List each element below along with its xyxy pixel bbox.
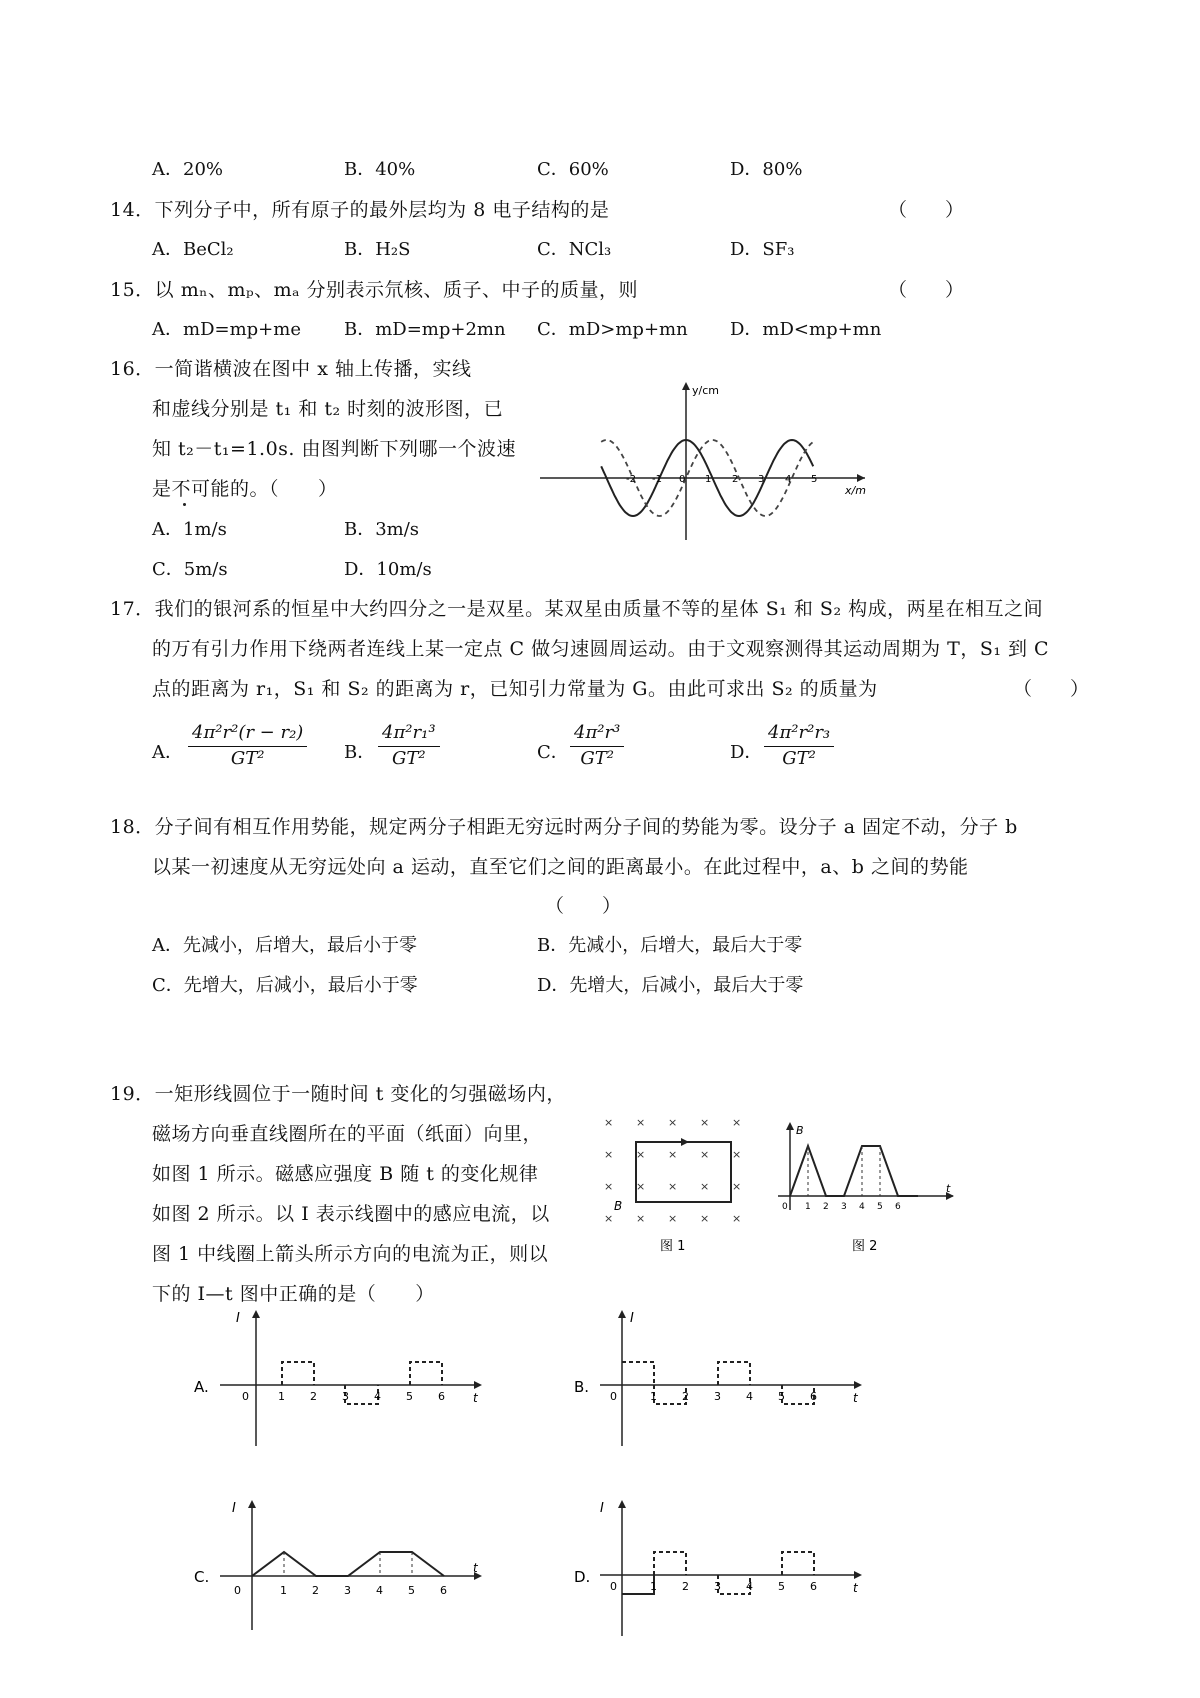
cross-mark: × bbox=[636, 1116, 646, 1129]
tick-label: 6 bbox=[810, 1390, 817, 1403]
i-axis-arrow bbox=[618, 1310, 626, 1318]
wave-tick: 1 bbox=[705, 474, 712, 485]
q19-line-4: 如图 2 所示。以 I 表示线圈中的感应电流，以 bbox=[152, 1203, 550, 1225]
fig2-tick: 6 bbox=[895, 1202, 901, 1212]
q18-option-b: B．先减小，后增大，最后大于零 bbox=[537, 935, 803, 956]
q13-option-c: C．60% bbox=[537, 159, 609, 180]
q19-line-1: 19．一矩形线圆位于一随时间 t 变化的匀强磁场内， bbox=[110, 1083, 566, 1105]
fig2-tick: 4 bbox=[859, 1202, 865, 1212]
wave-tick: 4 bbox=[785, 474, 792, 485]
t-label: t bbox=[853, 1581, 858, 1595]
tick-label: 4 bbox=[374, 1390, 381, 1403]
b-axis-arrow bbox=[786, 1122, 794, 1130]
answer-graph-a bbox=[190, 1300, 490, 1450]
i-axis-arrow bbox=[248, 1500, 256, 1508]
q17-option-c-label: C． bbox=[537, 742, 569, 763]
q14-option-c: C．NCl₃ bbox=[537, 239, 612, 260]
q19-line-3: 如图 1 所示。磁感应强度 B 随 t 的变化规律 bbox=[152, 1163, 539, 1185]
cross-mark: × bbox=[700, 1148, 710, 1161]
fig2-ylabel: B bbox=[796, 1124, 804, 1137]
current-pulse bbox=[622, 1362, 654, 1385]
current-pulse bbox=[282, 1362, 314, 1385]
q17-option-a-label: A． bbox=[152, 742, 183, 763]
wave-figure bbox=[540, 380, 870, 540]
q15-option-d: D．mD<mp+mn bbox=[730, 319, 882, 340]
q14-answer-paren: （ ） bbox=[888, 199, 965, 221]
q16-line-1: 16．一简谐横波在图中 x 轴上传播，实线 bbox=[110, 358, 472, 380]
graph-a-label: A. bbox=[194, 1378, 209, 1396]
i-label: I bbox=[600, 1501, 604, 1516]
q18-line-2: 以某一初速度从无穷远处向 a 运动，直至它们之间的距离最小。在此过程中，a、b 之间的势能 bbox=[152, 856, 969, 878]
cross-mark: × bbox=[668, 1148, 678, 1161]
fig2-tick: 2 bbox=[823, 1202, 829, 1212]
fig2-t-label: t bbox=[946, 1182, 951, 1195]
wave-tick: -2 bbox=[626, 474, 636, 485]
q17-answer-paren: （ ） bbox=[1013, 678, 1090, 700]
q15-option-c: C．mD>mp+mn bbox=[537, 319, 688, 340]
fig2-caption: 图 2 bbox=[852, 1239, 878, 1254]
q18-line-1: 18．分子间有相互作用势能，规定两分子相距无穷远时两分子间的势能为零。设分子 a 固定不动，分子 b bbox=[110, 816, 1018, 838]
cross-mark: × bbox=[732, 1148, 742, 1161]
q16-line-2: 和虚线分别是 t₁ 和 t₂ 时刻的波形图，已 bbox=[152, 398, 504, 420]
q16-option-d: D．10m/s bbox=[344, 559, 432, 580]
q18-option-c: C．先增大，后减小，最后小于零 bbox=[152, 975, 418, 996]
tick-label: 1 bbox=[650, 1390, 657, 1403]
q17-option-d-formula bbox=[764, 722, 834, 771]
graph-d-label: D. bbox=[574, 1568, 591, 1586]
coil-rectangle bbox=[636, 1142, 731, 1202]
wave-xlabel: x/m bbox=[845, 484, 866, 497]
t-label: t bbox=[473, 1561, 478, 1575]
q19-line-6: 下的 I—t 图中正确的是（ ） bbox=[152, 1283, 435, 1305]
tick-label: 2 bbox=[310, 1390, 317, 1403]
graph-b-label: B. bbox=[574, 1378, 590, 1396]
tick-label: 3 bbox=[342, 1390, 349, 1403]
cross-mark: × bbox=[668, 1212, 678, 1225]
answer-graph-c bbox=[190, 1490, 490, 1640]
formula-numerator: 4π²r₁³ bbox=[378, 722, 440, 747]
cross-mark: × bbox=[732, 1116, 742, 1129]
current-pulse bbox=[718, 1362, 750, 1385]
cross-mark: × bbox=[668, 1116, 678, 1129]
q18-option-a: A．先减小，后增大，最后小于零 bbox=[152, 935, 417, 956]
fig1-b-label: B bbox=[614, 1199, 623, 1213]
cross-mark: × bbox=[700, 1212, 710, 1225]
q19-line-2: 磁场方向垂直线圈所在的平面（纸面）向里， bbox=[152, 1123, 543, 1145]
fig2-tick: 5 bbox=[877, 1202, 883, 1212]
tick-label: 1 bbox=[650, 1580, 657, 1593]
q15-answer-paren: （ ） bbox=[888, 279, 965, 301]
tick-label: 3 bbox=[714, 1580, 721, 1593]
q18-answer-paren: （ ） bbox=[545, 895, 622, 917]
tick-label: 2 bbox=[312, 1584, 319, 1597]
i-label: I bbox=[236, 1311, 240, 1326]
t-label: t bbox=[473, 1391, 478, 1405]
formula-denominator: GT² bbox=[580, 748, 614, 769]
q17-line-1: 17．我们的银河系的恒星中大约四分之一是双星。某双星由质量不等的星体 S₁ 和 S₂ 构成，两星在相互之间 bbox=[110, 598, 1044, 620]
cross-mark: × bbox=[604, 1180, 614, 1193]
cross-mark: × bbox=[604, 1148, 614, 1161]
tick-label: 6 bbox=[810, 1580, 817, 1593]
tick-label: 5 bbox=[406, 1390, 413, 1403]
tick-label: 5 bbox=[778, 1580, 785, 1593]
q13-option-a: A．20% bbox=[152, 159, 224, 180]
tick-label: 2 bbox=[682, 1580, 689, 1593]
q17-option-a-formula bbox=[188, 722, 307, 771]
cross-mark: × bbox=[636, 1212, 646, 1225]
formula-numerator: 4π²r²r₃ bbox=[764, 722, 834, 747]
q17-option-c-formula bbox=[570, 722, 624, 771]
tick-label: 0 bbox=[610, 1580, 617, 1593]
wave-tick: 5 bbox=[811, 474, 818, 485]
tick-label: 4 bbox=[746, 1390, 753, 1403]
q16-line-4: 是不可能的。（ ） bbox=[152, 478, 338, 500]
tick-label: 2 bbox=[682, 1390, 689, 1403]
tick-label: 5 bbox=[408, 1584, 415, 1597]
formula-numerator: 4π²r³ bbox=[570, 722, 624, 747]
t-axis-arrow bbox=[474, 1381, 482, 1389]
q17-option-b-label: B． bbox=[344, 742, 376, 763]
tick-label: 3 bbox=[344, 1584, 351, 1597]
q16-option-c: C．5m/s bbox=[152, 559, 228, 580]
t-axis-arrow bbox=[854, 1381, 862, 1389]
cross-mark: × bbox=[668, 1180, 678, 1193]
current-pulse bbox=[782, 1552, 814, 1575]
field-crosses bbox=[604, 1116, 741, 1225]
tick-label: 5 bbox=[778, 1390, 785, 1403]
wave-tick: 3 bbox=[758, 474, 765, 485]
tick-label: 0 bbox=[610, 1390, 617, 1403]
tick-label: 3 bbox=[714, 1390, 721, 1403]
i-axis-arrow bbox=[618, 1500, 626, 1508]
x-axis-arrow bbox=[857, 474, 865, 482]
t-axis-arrow bbox=[854, 1571, 862, 1579]
b-curve bbox=[790, 1146, 918, 1196]
current-pulse bbox=[654, 1552, 686, 1575]
q15-option-a: A．mD=mp+me bbox=[152, 319, 301, 340]
t-label: t bbox=[853, 1391, 858, 1405]
formula-denominator: GT² bbox=[230, 748, 265, 769]
q17-option-b-formula bbox=[378, 722, 440, 771]
tick-label: 6 bbox=[438, 1390, 445, 1403]
tick-label: 1 bbox=[280, 1584, 287, 1597]
q16-line-3: 知 t₂－t₁=1.0s. 由图判断下列哪一个波速 bbox=[152, 438, 517, 460]
tick-label: 4 bbox=[376, 1584, 383, 1597]
cross-mark: × bbox=[732, 1180, 742, 1193]
q17-option-d-label: D． bbox=[730, 742, 763, 763]
figure-1-magnetic-field bbox=[594, 1112, 754, 1257]
q16-option-b: B．3m/s bbox=[344, 519, 420, 540]
y-axis-arrow bbox=[682, 382, 690, 390]
current-curve bbox=[252, 1552, 444, 1576]
q14-stem: 14．下列分子中，所有原子的最外层均为 8 电子结构的是 bbox=[110, 199, 610, 221]
tick-label: 0 bbox=[234, 1584, 241, 1597]
q17-line-2: 的万有引力作用下绕两者连线上某一定点 C 做匀速圆周运动。由于文观察测得其运动周期为 T，S₁ 到 C bbox=[152, 638, 1050, 660]
cross-mark: × bbox=[604, 1212, 614, 1225]
cross-mark: × bbox=[604, 1116, 614, 1129]
current-pulse bbox=[410, 1362, 442, 1385]
fig1-caption: 图 1 bbox=[660, 1239, 686, 1254]
tick-label: 6 bbox=[440, 1584, 447, 1597]
q13-option-b: B．40% bbox=[344, 159, 416, 180]
cross-mark: × bbox=[732, 1212, 742, 1225]
wave-tick: 2 bbox=[732, 474, 739, 485]
wave-ylabel: y/cm bbox=[692, 384, 719, 397]
q16-option-a: A．1m/s bbox=[152, 519, 227, 540]
wave-tick: -1 bbox=[652, 474, 662, 485]
answer-graph-d bbox=[570, 1490, 870, 1640]
fig2-tick: 3 bbox=[841, 1202, 847, 1212]
q14-option-d: D．SF₃ bbox=[730, 239, 795, 260]
wave-tick: 0 bbox=[679, 474, 686, 485]
cross-mark: × bbox=[636, 1180, 646, 1193]
tick-label: 4 bbox=[746, 1580, 753, 1593]
tick-label: 1 bbox=[278, 1390, 285, 1403]
q15-option-b: B．mD=mp+2mn bbox=[344, 319, 506, 340]
q17-line-3: 点的距离为 r₁，S₁ 和 S₂ 的距离为 r，已知引力常量为 G。由此可求出 S₂ 的质量为 bbox=[152, 678, 878, 700]
cross-mark: × bbox=[700, 1180, 710, 1193]
formula-denominator: GT² bbox=[782, 748, 816, 769]
formula-numerator: 4π²r²(r − r₂) bbox=[188, 722, 307, 747]
cross-mark: × bbox=[700, 1116, 710, 1129]
current-arrow bbox=[681, 1138, 689, 1146]
formula-denominator: GT² bbox=[391, 748, 426, 769]
i-axis-arrow bbox=[252, 1310, 260, 1318]
q15-stem: 15．以 mₙ、mₚ、mₐ 分别表示氘核、质子、中子的质量，则 bbox=[110, 279, 638, 301]
fig2-tick: 0 bbox=[782, 1202, 788, 1212]
q14-option-b: B．H₂S bbox=[344, 239, 411, 260]
graph-c-label: C. bbox=[194, 1568, 210, 1586]
fig2-tick: 1 bbox=[805, 1202, 811, 1212]
figure-2-b-t-graph bbox=[768, 1118, 958, 1263]
q14-option-a: A．BeCl₂ bbox=[152, 239, 234, 260]
q18-option-d: D．先增大，后减小，最后大于零 bbox=[537, 975, 804, 996]
emphasis-dot bbox=[183, 503, 186, 506]
q19-line-5: 图 1 中线圈上箭头所示方向的电流为正，则以 bbox=[152, 1243, 549, 1265]
i-label: I bbox=[232, 1501, 236, 1516]
q13-option-d: D．80% bbox=[730, 159, 803, 180]
tick-label: 0 bbox=[242, 1390, 249, 1403]
cross-mark: × bbox=[636, 1148, 646, 1161]
answer-graph-b bbox=[570, 1300, 870, 1450]
i-label: I bbox=[630, 1311, 634, 1326]
